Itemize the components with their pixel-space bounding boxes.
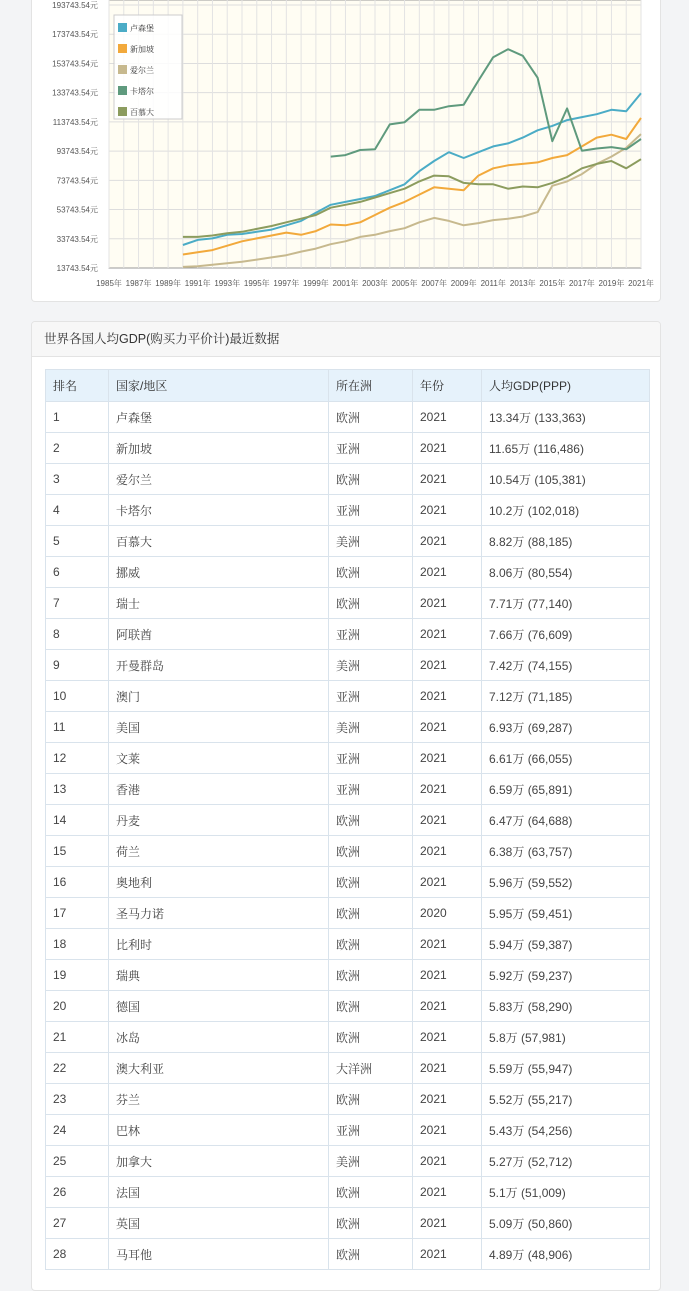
cell-year: 2021 xyxy=(413,557,482,588)
table-row xyxy=(46,1022,650,1053)
table-row xyxy=(46,960,650,991)
cell-country[interactable]: 德国 xyxy=(109,991,329,1022)
cell-rank: 12 xyxy=(46,743,109,774)
legend-swatch xyxy=(118,107,127,116)
gdp-chart-card xyxy=(31,0,661,302)
cell-year: 2021 xyxy=(413,960,482,991)
table-row xyxy=(46,743,650,774)
cell-year: 2021 xyxy=(413,1239,482,1270)
table-row xyxy=(46,929,650,960)
cell-year: 2020 xyxy=(413,898,482,929)
legend-label[interactable]: 卡塔尔 xyxy=(130,87,154,96)
cell-country[interactable]: 圣马力诺 xyxy=(109,898,329,929)
cell-country[interactable]: 芬兰 xyxy=(109,1084,329,1115)
legend-swatch xyxy=(118,23,127,32)
cell-rank: 14 xyxy=(46,805,109,836)
cell-continent: 欧洲 xyxy=(329,1177,413,1208)
cell-gdp: 5.1万 (51,009) xyxy=(482,1177,650,1208)
cell-country[interactable]: 马耳他 xyxy=(109,1239,329,1270)
table-header-row xyxy=(46,370,650,402)
x-tick-label: 2003年 xyxy=(362,279,388,288)
cell-continent: 大洋洲 xyxy=(329,1053,413,1084)
x-tick-label: 2011年 xyxy=(480,279,506,288)
cell-country[interactable]: 阿联酋 xyxy=(109,619,329,650)
legend-swatch xyxy=(118,65,127,74)
cell-country[interactable]: 英国 xyxy=(109,1208,329,1239)
cell-gdp: 6.47万 (64,688) xyxy=(482,805,650,836)
header-year[interactable]: 年份 xyxy=(413,370,482,402)
cell-year: 2021 xyxy=(413,619,482,650)
cell-rank: 27 xyxy=(46,1208,109,1239)
cell-gdp: 7.12万 (71,185) xyxy=(482,681,650,712)
legend-label[interactable]: 百慕大 xyxy=(130,108,154,117)
cell-gdp: 6.59万 (65,891) xyxy=(482,774,650,805)
y-tick-label: 73743.54元 xyxy=(56,176,98,186)
cell-rank: 9 xyxy=(46,650,109,681)
x-tick-label: 1987年 xyxy=(125,279,152,288)
cell-gdp: 7.66万 (76,609) xyxy=(482,619,650,650)
x-tick-label: 2017年 xyxy=(568,279,595,288)
cell-country[interactable]: 百慕大 xyxy=(109,526,329,557)
x-tick-label: 1997年 xyxy=(273,279,300,288)
cell-continent: 欧洲 xyxy=(329,898,413,929)
table-row xyxy=(46,1115,650,1146)
table-title: 世界各国人均GDP(购买力平价计)最近数据 xyxy=(32,322,660,357)
cell-rank: 19 xyxy=(46,960,109,991)
cell-gdp: 5.43万 (54,256) xyxy=(482,1115,650,1146)
cell-gdp: 8.06万 (80,554) xyxy=(482,557,650,588)
y-tick-label: 13743.54元 xyxy=(56,264,98,273)
cell-year: 2021 xyxy=(413,1146,482,1177)
cell-rank: 17 xyxy=(46,898,109,929)
cell-year: 2021 xyxy=(413,1084,482,1115)
y-tick-label: 193743.54元 xyxy=(52,1,98,10)
cell-country[interactable]: 比利时 xyxy=(109,929,329,960)
cell-gdp: 11.65万 (116,486) xyxy=(482,433,650,464)
table-row xyxy=(46,867,650,898)
table-row xyxy=(46,1084,650,1115)
cell-continent: 美洲 xyxy=(329,650,413,681)
gdp-ranking-table xyxy=(45,369,650,1270)
table-row xyxy=(46,1177,650,1208)
table-row xyxy=(46,588,650,619)
y-tick-label: 53743.54元 xyxy=(56,205,98,215)
header-continent[interactable]: 所在洲 xyxy=(329,370,413,402)
x-tick-label: 2009年 xyxy=(450,279,477,288)
cell-continent: 欧洲 xyxy=(329,805,413,836)
cell-continent: 欧洲 xyxy=(329,1022,413,1053)
cell-gdp: 13.34万 (133,363) xyxy=(482,402,650,433)
cell-rank: 4 xyxy=(46,495,109,526)
cell-gdp: 5.27万 (52,712) xyxy=(482,1146,650,1177)
cell-rank: 23 xyxy=(46,1084,109,1115)
y-tick-label: 153743.54元 xyxy=(52,59,98,69)
table-row xyxy=(46,991,650,1022)
cell-year: 2021 xyxy=(413,1115,482,1146)
cell-rank: 13 xyxy=(46,774,109,805)
header-gdp[interactable]: 人均GDP(PPP) xyxy=(482,370,650,402)
cell-continent: 美洲 xyxy=(329,526,413,557)
cell-rank: 18 xyxy=(46,929,109,960)
cell-continent: 欧洲 xyxy=(329,1084,413,1115)
cell-country[interactable]: 卢森堡 xyxy=(109,402,329,433)
cell-year: 2021 xyxy=(413,712,482,743)
cell-country[interactable]: 挪威 xyxy=(109,557,329,588)
table-row xyxy=(46,619,650,650)
x-tick-label: 1989年 xyxy=(155,279,182,288)
cell-gdp: 5.59万 (55,947) xyxy=(482,1053,650,1084)
y-tick-label: 93743.54元 xyxy=(56,147,98,157)
table-row xyxy=(46,433,650,464)
y-tick-label: 133743.54元 xyxy=(52,88,98,98)
cell-year: 2021 xyxy=(413,433,482,464)
cell-continent: 欧洲 xyxy=(329,929,413,960)
cell-gdp: 6.93万 (69,287) xyxy=(482,712,650,743)
y-tick-label: 33743.54元 xyxy=(56,234,98,244)
table-row xyxy=(46,464,650,495)
x-tick-label: 1985年 xyxy=(96,279,122,288)
header-country[interactable]: 国家/地区 xyxy=(109,370,329,402)
cell-year: 2021 xyxy=(413,1022,482,1053)
x-tick-label: 2019年 xyxy=(598,279,625,288)
cell-gdp: 5.94万 (59,387) xyxy=(482,929,650,960)
table-row xyxy=(46,526,650,557)
cell-country[interactable]: 美国 xyxy=(109,712,329,743)
cell-rank: 16 xyxy=(46,867,109,898)
cell-country[interactable]: 丹麦 xyxy=(109,805,329,836)
table-row xyxy=(46,1208,650,1239)
cell-rank: 10 xyxy=(46,681,109,712)
cell-continent: 欧洲 xyxy=(329,836,413,867)
cell-country[interactable]: 奥地利 xyxy=(109,867,329,898)
cell-year: 2021 xyxy=(413,929,482,960)
cell-continent: 欧洲 xyxy=(329,960,413,991)
table-row xyxy=(46,681,650,712)
cell-gdp: 5.52万 (55,217) xyxy=(482,1084,650,1115)
cell-continent: 欧洲 xyxy=(329,402,413,433)
cell-country[interactable]: 法国 xyxy=(109,1177,329,1208)
x-tick-label: 2021年 xyxy=(628,279,654,288)
cell-continent: 欧洲 xyxy=(329,464,413,495)
table-row xyxy=(46,774,650,805)
cell-rank: 11 xyxy=(46,712,109,743)
x-tick-label: 2001年 xyxy=(332,279,359,288)
cell-rank: 26 xyxy=(46,1177,109,1208)
cell-continent: 亚洲 xyxy=(329,495,413,526)
legend-swatch xyxy=(118,44,127,53)
gdp-table-card xyxy=(31,321,661,1291)
y-tick-label: 173743.54元 xyxy=(52,30,98,40)
cell-rank: 6 xyxy=(46,557,109,588)
cell-gdp: 5.96万 (59,552) xyxy=(482,867,650,898)
cell-gdp: 10.54万 (105,381) xyxy=(482,464,650,495)
cell-continent: 欧洲 xyxy=(329,1208,413,1239)
legend-label[interactable]: 卢森堡 xyxy=(130,24,154,33)
x-tick-label: 2007年 xyxy=(421,279,448,288)
cell-rank: 7 xyxy=(46,588,109,619)
table-row xyxy=(46,805,650,836)
cell-year: 2021 xyxy=(413,1177,482,1208)
x-tick-label: 1993年 xyxy=(214,279,241,288)
cell-gdp: 5.92万 (59,237) xyxy=(482,960,650,991)
cell-country[interactable]: 卡塔尔 xyxy=(109,495,329,526)
cell-rank: 8 xyxy=(46,619,109,650)
x-tick-label: 1991年 xyxy=(184,279,211,288)
cell-continent: 欧洲 xyxy=(329,557,413,588)
cell-gdp: 8.82万 (88,185) xyxy=(482,526,650,557)
table-row xyxy=(46,898,650,929)
cell-gdp: 6.38万 (63,757) xyxy=(482,836,650,867)
cell-rank: 3 xyxy=(46,464,109,495)
cell-continent: 亚洲 xyxy=(329,681,413,712)
cell-year: 2021 xyxy=(413,836,482,867)
cell-continent: 亚洲 xyxy=(329,433,413,464)
cell-year: 2021 xyxy=(413,526,482,557)
cell-country[interactable]: 荷兰 xyxy=(109,836,329,867)
cell-year: 2021 xyxy=(413,681,482,712)
cell-continent: 欧洲 xyxy=(329,867,413,898)
y-tick-label: 113743.54元 xyxy=(52,117,98,127)
x-tick-label: 2013年 xyxy=(509,279,536,288)
cell-rank: 28 xyxy=(46,1239,109,1270)
cell-rank: 15 xyxy=(46,836,109,867)
table-row xyxy=(46,402,650,433)
cell-rank: 5 xyxy=(46,526,109,557)
cell-continent: 亚洲 xyxy=(329,619,413,650)
cell-continent: 美洲 xyxy=(329,712,413,743)
x-tick-label: 2005年 xyxy=(391,279,418,288)
cell-rank: 1 xyxy=(46,402,109,433)
cell-country[interactable]: 开曼群岛 xyxy=(109,650,329,681)
cell-year: 2021 xyxy=(413,402,482,433)
cell-rank: 24 xyxy=(46,1115,109,1146)
cell-gdp: 5.09万 (50,860) xyxy=(482,1208,650,1239)
cell-country[interactable]: 新加坡 xyxy=(109,433,329,464)
cell-rank: 21 xyxy=(46,1022,109,1053)
cell-rank: 25 xyxy=(46,1146,109,1177)
cell-year: 2021 xyxy=(413,1053,482,1084)
cell-country[interactable]: 巴林 xyxy=(109,1115,329,1146)
cell-year: 2021 xyxy=(413,1208,482,1239)
table-row xyxy=(46,1146,650,1177)
cell-continent: 欧洲 xyxy=(329,588,413,619)
table-row xyxy=(46,836,650,867)
gdp-line-chart xyxy=(32,0,662,302)
cell-gdp: 5.8万 (57,981) xyxy=(482,1022,650,1053)
table-row xyxy=(46,1053,650,1084)
cell-country[interactable]: 冰岛 xyxy=(109,1022,329,1053)
cell-year: 2021 xyxy=(413,588,482,619)
cell-continent: 欧洲 xyxy=(329,991,413,1022)
table-row xyxy=(46,712,650,743)
cell-year: 2021 xyxy=(413,743,482,774)
table-row xyxy=(46,557,650,588)
cell-gdp: 7.42万 (74,155) xyxy=(482,650,650,681)
cell-rank: 22 xyxy=(46,1053,109,1084)
cell-year: 2021 xyxy=(413,774,482,805)
cell-country[interactable]: 瑞典 xyxy=(109,960,329,991)
cell-continent: 亚洲 xyxy=(329,743,413,774)
cell-gdp: 6.61万 (66,055) xyxy=(482,743,650,774)
cell-country[interactable]: 爱尔兰 xyxy=(109,464,329,495)
cell-year: 2021 xyxy=(413,867,482,898)
x-tick-label: 2015年 xyxy=(539,279,566,288)
cell-gdp: 10.2万 (102,018) xyxy=(482,495,650,526)
x-tick-label: 1999年 xyxy=(302,279,329,288)
cell-country[interactable]: 加拿大 xyxy=(109,1146,329,1177)
cell-gdp: 7.71万 (77,140) xyxy=(482,588,650,619)
cell-country[interactable]: 澳大利亚 xyxy=(109,1053,329,1084)
cell-gdp: 5.83万 (58,290) xyxy=(482,991,650,1022)
cell-year: 2021 xyxy=(413,650,482,681)
cell-country[interactable]: 瑞士 xyxy=(109,588,329,619)
cell-year: 2021 xyxy=(413,464,482,495)
header-rank[interactable]: 排名 xyxy=(46,370,109,402)
cell-country[interactable]: 文莱 xyxy=(109,743,329,774)
x-tick-label: 1995年 xyxy=(243,279,270,288)
cell-year: 2021 xyxy=(413,495,482,526)
cell-continent: 美洲 xyxy=(329,1146,413,1177)
cell-rank: 20 xyxy=(46,991,109,1022)
cell-year: 2021 xyxy=(413,805,482,836)
cell-gdp: 5.95万 (59,451) xyxy=(482,898,650,929)
cell-rank: 2 xyxy=(46,433,109,464)
cell-continent: 亚洲 xyxy=(329,1115,413,1146)
legend-label[interactable]: 新加坡 xyxy=(130,45,154,54)
table-row xyxy=(46,495,650,526)
cell-gdp: 4.89万 (48,906) xyxy=(482,1239,650,1270)
table-row xyxy=(46,1239,650,1270)
cell-continent: 亚洲 xyxy=(329,774,413,805)
cell-continent: 欧洲 xyxy=(329,1239,413,1270)
legend-label[interactable]: 爱尔兰 xyxy=(130,66,154,75)
table-row xyxy=(46,650,650,681)
legend-swatch xyxy=(118,86,127,95)
cell-country[interactable]: 香港 xyxy=(109,774,329,805)
cell-country[interactable]: 澳门 xyxy=(109,681,329,712)
cell-year: 2021 xyxy=(413,991,482,1022)
